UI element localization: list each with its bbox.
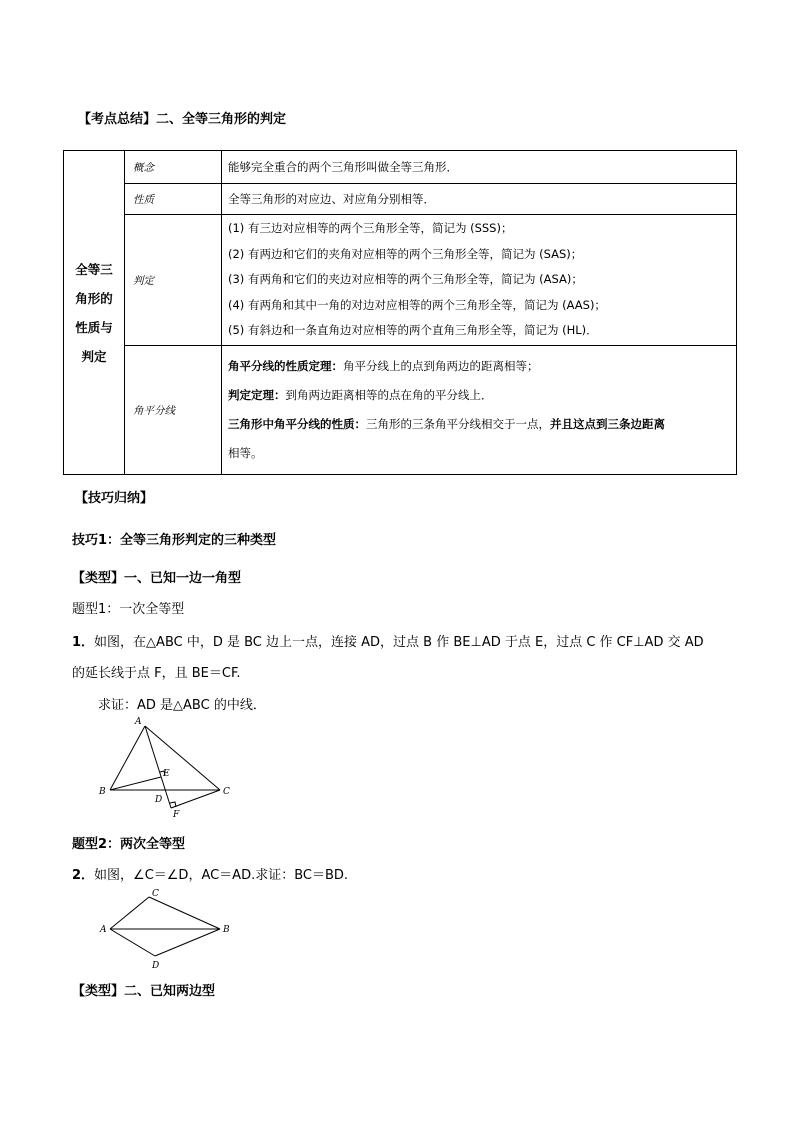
judge-item: (4) 有两角和其中一角的对边对应相等的两个三角形全等，简记为 (AAS)； [228, 297, 606, 312]
segment-CB [149, 897, 220, 929]
problem-1-line-1: 1．如图，在△ABC 中，D 是 BC 边上一点，连接 AD，过点 B 作 BE⊥AD 于点 E，过点 C 作 CF⊥AD 交 AD [72, 635, 704, 650]
property-text: 全等三角形的对应边、对应角分别相等． [222, 184, 737, 215]
category-line: 全等三 [75, 261, 113, 277]
category-line: 性质与 [75, 319, 113, 335]
label-B: B [223, 925, 230, 935]
segment-AB [110, 726, 145, 790]
row-label-concept: 概念 [125, 151, 222, 184]
label-C: C [152, 889, 159, 899]
concept-text: 能够完全重合的两个三角形叫做全等三角形． [222, 151, 737, 184]
segment-AD [110, 929, 155, 956]
label-A: A [135, 717, 142, 727]
question-type-2: 题型2：两次全等型 [72, 837, 186, 852]
label-C: C [223, 787, 230, 797]
figure-problem-2 [92, 884, 242, 974]
label-D: D [152, 961, 160, 971]
table-category-cell [64, 151, 125, 475]
type-1-heading: 【类型】一、已知一边一角型 [72, 571, 242, 586]
section-title: 【考点总结】二、全等三角形的判定 [78, 112, 287, 127]
judge-list [222, 215, 737, 346]
skills-heading: 【技巧归纳】 [75, 491, 154, 506]
segment-AC [145, 726, 220, 790]
bisector-judge-theorem: 判定定理：到角两边距离相等的点在角的平分线上． [228, 388, 493, 402]
summary-table [63, 150, 737, 475]
row-label-judge: 判定 [125, 215, 222, 346]
judge-item: (3) 有两角和它们的夹边对应相等的两个三角形全等，简记为 (ASA)； [228, 272, 583, 287]
problem-2-text: 2．如图，∠C＝∠D，AC＝AD.求证：BC＝BD. [72, 868, 349, 883]
figure-problem-1 [92, 714, 242, 824]
label-A: A [100, 925, 107, 935]
category-line: 判定 [81, 348, 107, 364]
problem-1-prove: 求证：AD 是△ABC 的中线． [98, 698, 266, 713]
segment-DB [155, 929, 220, 956]
type-2-heading: 【类型】二、已知两边型 [72, 984, 216, 999]
label-E: E [163, 769, 170, 779]
segment-BE [110, 777, 161, 790]
bisector-content [222, 346, 737, 475]
problem-1-line-2: 的延长线于点 F，且 BE＝CF. [72, 666, 241, 681]
label-D: D [155, 795, 163, 805]
bisector-property-theorem: 角平分线的性质定理：角平分线上的点到角两边的距离相等； [228, 359, 539, 373]
bisector-triangle-property: 三角形中角平分线的性质：三角形的三条角平分线相交于一点，并且这点到三条边距离 [228, 417, 665, 431]
category-line: 角形的 [75, 290, 113, 306]
judge-item: (5) 有斜边和一条直角边对应相等的两个直角三角形全等，简记为 (HL)． [228, 323, 598, 338]
row-label-bisector: 角平分线 [125, 346, 222, 475]
segment-AC [110, 897, 149, 929]
skill-1-title: 技巧1：全等三角形判定的三种类型 [72, 533, 277, 548]
judge-item: (1) 有三边对应相等的两个三角形全等，简记为 (SSS)； [228, 221, 513, 236]
bisector-triangle-property-cont: 相等。 [228, 446, 263, 460]
row-label-property: 性质 [125, 184, 222, 215]
judge-item: (2) 有两边和它们的夹角对应相等的两个三角形全等，简记为 (SAS)； [228, 246, 583, 261]
question-type-1: 题型1：一次全等型 [72, 602, 185, 617]
label-B: B [99, 787, 106, 797]
segment-CF [171, 790, 220, 808]
label-F: F [173, 810, 180, 820]
